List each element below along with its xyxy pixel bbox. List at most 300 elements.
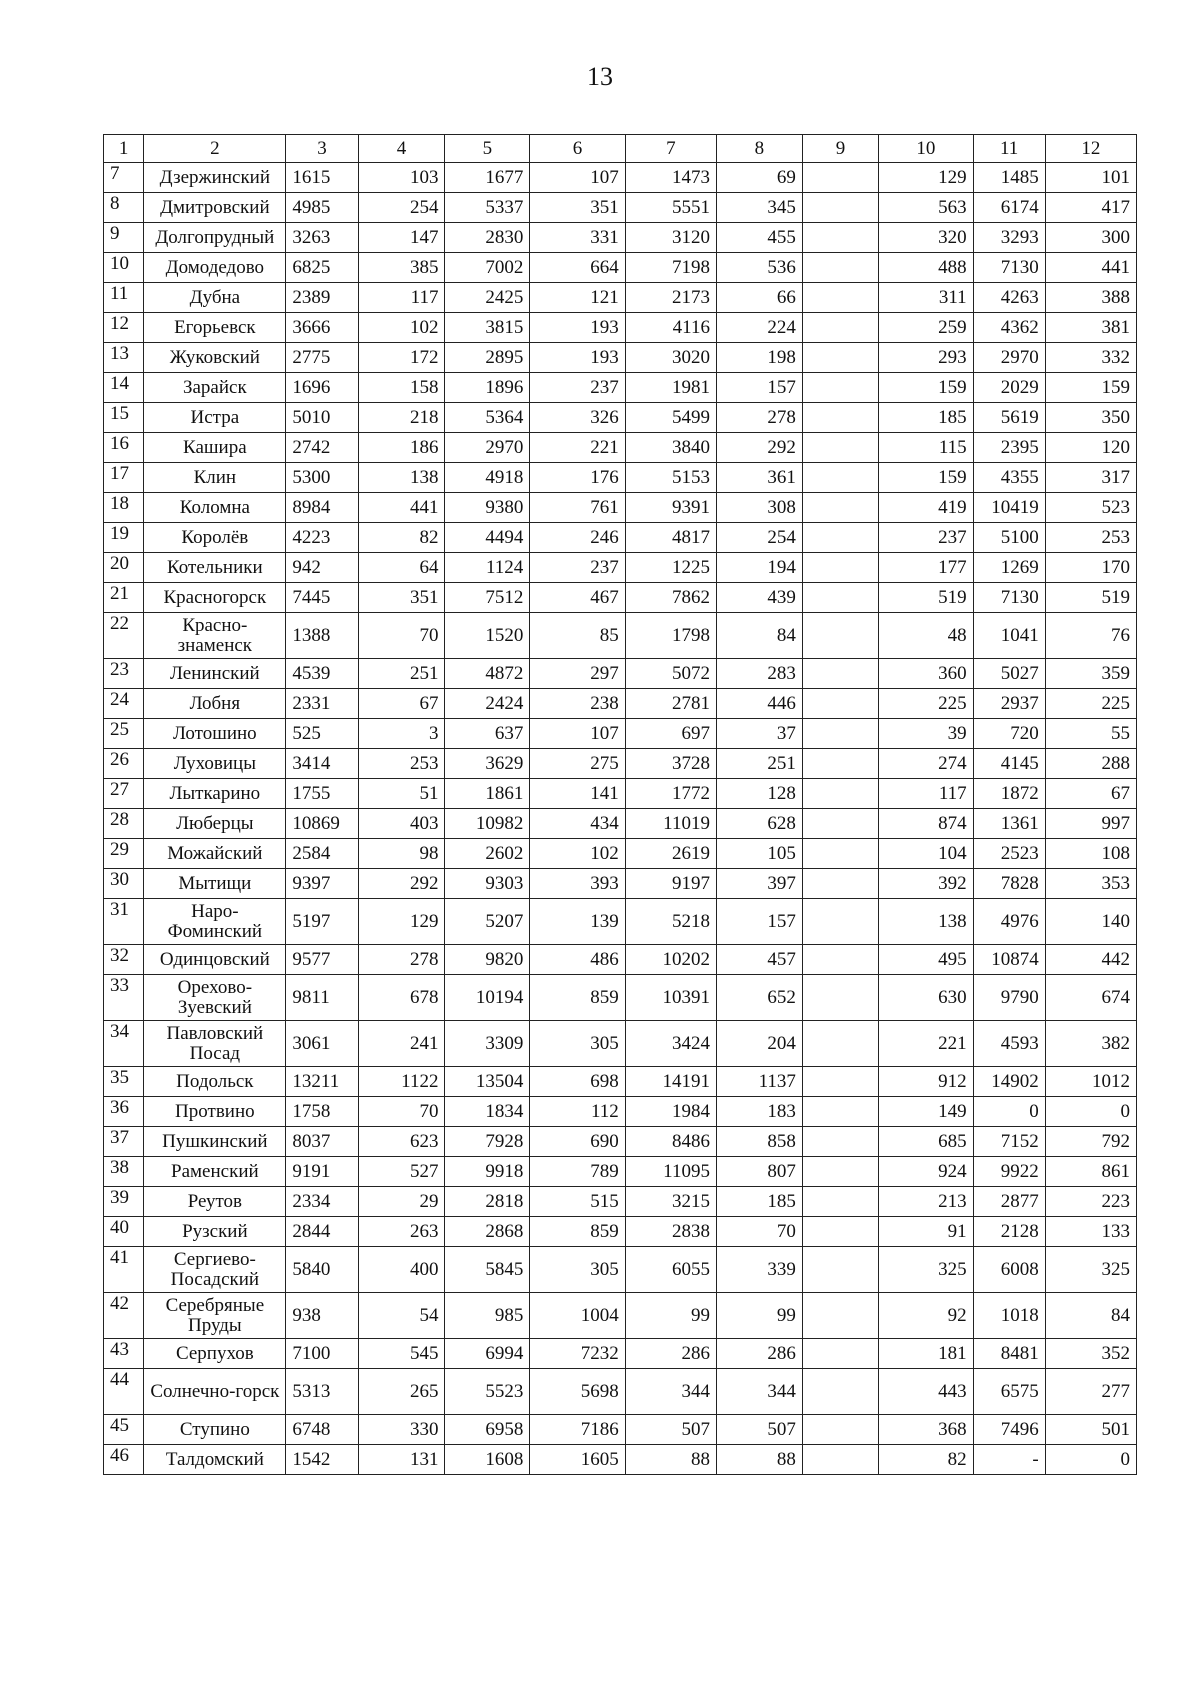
table-cell: 7862 [625, 583, 716, 613]
table-cell: 392 [879, 869, 973, 899]
table-cell: 7152 [973, 1127, 1045, 1157]
table-row [104, 1217, 1137, 1247]
table-cell: 446 [716, 689, 802, 719]
table-row [104, 975, 1137, 1021]
table-cell: 2775 [286, 343, 358, 373]
table-cell: 159 [1045, 373, 1136, 403]
table-row [104, 1445, 1137, 1475]
row-number: 38 [104, 1157, 144, 1187]
table-row [104, 493, 1137, 523]
district-name: Кашира [144, 433, 286, 463]
table-cell: 251 [716, 749, 802, 779]
table-cell: 488 [879, 253, 973, 283]
district-name: Мытищи [144, 869, 286, 899]
table-cell: 300 [1045, 223, 1136, 253]
header-cell: 6 [530, 135, 625, 163]
table-cell: 176 [530, 463, 625, 493]
table-cell: 8984 [286, 493, 358, 523]
table-cell [802, 193, 878, 223]
table-cell: 985 [445, 1293, 530, 1339]
table-cell [802, 1293, 878, 1339]
table-cell: 7186 [530, 1415, 625, 1445]
table-cell: 5523 [445, 1369, 530, 1415]
table-cell: 1520 [445, 613, 530, 659]
table-cell: 67 [358, 689, 445, 719]
table-cell: 305 [530, 1021, 625, 1067]
table-cell [802, 373, 878, 403]
table-cell: 286 [716, 1339, 802, 1369]
table-cell: 2029 [973, 373, 1045, 403]
row-number: 19 [104, 523, 144, 553]
table-cell: 69 [716, 163, 802, 193]
table-cell: 241 [358, 1021, 445, 1067]
table-cell: 419 [879, 493, 973, 523]
table-cell: 54 [358, 1293, 445, 1339]
table-cell: 278 [358, 945, 445, 975]
row-number: 46 [104, 1445, 144, 1475]
table-cell: 9303 [445, 869, 530, 899]
table-cell: 6055 [625, 1247, 716, 1293]
table-cell: 3020 [625, 343, 716, 373]
table-cell: 9790 [973, 975, 1045, 1021]
table-cell: 11095 [625, 1157, 716, 1187]
table-cell: 66 [716, 283, 802, 313]
district-name: Ступино [144, 1415, 286, 1445]
table-cell [802, 1187, 878, 1217]
table-cell: 652 [716, 975, 802, 1021]
table-row [104, 553, 1137, 583]
table-cell: 5197 [286, 899, 358, 945]
district-name: Наро-Фоминский [144, 899, 286, 945]
table-cell: 5698 [530, 1369, 625, 1415]
table-row [104, 1067, 1137, 1097]
row-number: 40 [104, 1217, 144, 1247]
header-cell: 11 [973, 135, 1045, 163]
table-cell: 115 [879, 433, 973, 463]
table-cell [802, 493, 878, 523]
table-row [104, 583, 1137, 613]
table-cell: 133 [1045, 1217, 1136, 1247]
table-cell: 3309 [445, 1021, 530, 1067]
table-cell: 64 [358, 553, 445, 583]
district-name: Протвино [144, 1097, 286, 1127]
district-name: Лотошино [144, 719, 286, 749]
table-cell: 351 [530, 193, 625, 223]
table-cell: 293 [879, 343, 973, 373]
table-cell: 158 [358, 373, 445, 403]
table-cell: 3215 [625, 1187, 716, 1217]
table-cell: 664 [530, 253, 625, 283]
table-cell: 101 [1045, 163, 1136, 193]
district-name: Долгопрудный [144, 223, 286, 253]
table-cell: 84 [1045, 1293, 1136, 1339]
table-cell: 139 [530, 899, 625, 945]
table-cell: 1473 [625, 163, 716, 193]
table-cell: 4362 [973, 313, 1045, 343]
table-cell: 1605 [530, 1445, 625, 1475]
table-cell [802, 869, 878, 899]
table-cell: 297 [530, 659, 625, 689]
table-cell: 9918 [445, 1157, 530, 1187]
row-number: 22 [104, 613, 144, 659]
table-cell: 443 [879, 1369, 973, 1415]
row-number: 28 [104, 809, 144, 839]
table-cell: 105 [716, 839, 802, 869]
table-cell: 103 [358, 163, 445, 193]
table-cell: 1225 [625, 553, 716, 583]
table-cell: 0 [973, 1097, 1045, 1127]
table-cell: 9811 [286, 975, 358, 1021]
table-cell: 76 [1045, 613, 1136, 659]
table-cell: 7512 [445, 583, 530, 613]
table-cell [802, 1021, 878, 1067]
table-cell: 2389 [286, 283, 358, 313]
table-cell: 2844 [286, 1217, 358, 1247]
table-cell: 5300 [286, 463, 358, 493]
table-cell: 88 [625, 1445, 716, 1475]
table-cell: 107 [530, 719, 625, 749]
table-cell: 29 [358, 1187, 445, 1217]
table-cell: 98 [358, 839, 445, 869]
row-number: 17 [104, 463, 144, 493]
table-cell [802, 749, 878, 779]
table-cell: 3061 [286, 1021, 358, 1067]
table-cell [802, 283, 878, 313]
table-cell: 99 [625, 1293, 716, 1339]
table-cell: 246 [530, 523, 625, 553]
table-cell: 117 [358, 283, 445, 313]
table-cell [802, 523, 878, 553]
table-cell [802, 839, 878, 869]
table-cell: 789 [530, 1157, 625, 1187]
table-cell: 720 [973, 719, 1045, 749]
table-cell: 305 [530, 1247, 625, 1293]
table-row [104, 869, 1137, 899]
table-row [104, 899, 1137, 945]
table-cell: 912 [879, 1067, 973, 1097]
district-name: Серебряные Пруды [144, 1293, 286, 1339]
table-cell: 117 [879, 779, 973, 809]
table-cell: 48 [879, 613, 973, 659]
header-cell: 3 [286, 135, 358, 163]
table-cell: 67 [1045, 779, 1136, 809]
table-cell: 5027 [973, 659, 1045, 689]
table-cell: 91 [879, 1217, 973, 1247]
table-cell: 82 [358, 523, 445, 553]
row-number: 31 [104, 899, 144, 945]
table-cell: 5551 [625, 193, 716, 223]
table-cell: 2838 [625, 1217, 716, 1247]
table-cell: 1696 [286, 373, 358, 403]
table-cell: 10419 [973, 493, 1045, 523]
table-cell: 381 [1045, 313, 1136, 343]
district-name: Орехово-Зуевский [144, 975, 286, 1021]
table-cell: 8481 [973, 1339, 1045, 1369]
table-cell: 630 [879, 975, 973, 1021]
table-cell: 4593 [973, 1021, 1045, 1067]
table-cell: 9922 [973, 1157, 1045, 1187]
table-cell: 10869 [286, 809, 358, 839]
district-name: Подольск [144, 1067, 286, 1097]
district-name: Зарайск [144, 373, 286, 403]
table-cell: 8037 [286, 1127, 358, 1157]
table-row [104, 839, 1137, 869]
table-cell: 3 [358, 719, 445, 749]
table-cell [802, 433, 878, 463]
table-cell: 108 [1045, 839, 1136, 869]
table-cell: 495 [879, 945, 973, 975]
table-cell: 441 [358, 493, 445, 523]
table-cell: 1861 [445, 779, 530, 809]
row-number: 42 [104, 1293, 144, 1339]
table-cell [802, 719, 878, 749]
table-cell: 288 [1045, 749, 1136, 779]
table-cell: 1388 [286, 613, 358, 659]
table-row [104, 749, 1137, 779]
table-cell: 317 [1045, 463, 1136, 493]
table-row [104, 659, 1137, 689]
table-cell: 9577 [286, 945, 358, 975]
table-row [104, 809, 1137, 839]
table-cell: 157 [716, 373, 802, 403]
table-cell: 2602 [445, 839, 530, 869]
table-cell: 1798 [625, 613, 716, 659]
table-cell: 39 [879, 719, 973, 749]
table-cell: 331 [530, 223, 625, 253]
table-cell: 442 [1045, 945, 1136, 975]
table-cell: 388 [1045, 283, 1136, 313]
table-cell: 9191 [286, 1157, 358, 1187]
table-cell: 515 [530, 1187, 625, 1217]
table-cell: 385 [358, 253, 445, 283]
table-cell: 859 [530, 975, 625, 1021]
district-name: Домодедово [144, 253, 286, 283]
table-cell: 185 [879, 403, 973, 433]
table-cell: 393 [530, 869, 625, 899]
table-cell: 637 [445, 719, 530, 749]
district-name: Одинцовский [144, 945, 286, 975]
table-cell: 1981 [625, 373, 716, 403]
table-cell: 628 [716, 809, 802, 839]
row-number: 15 [104, 403, 144, 433]
table-cell: 9391 [625, 493, 716, 523]
row-number: 24 [104, 689, 144, 719]
table-cell [802, 1445, 878, 1475]
table-cell: 2173 [625, 283, 716, 313]
table-cell [802, 253, 878, 283]
header-cell: 2 [144, 135, 286, 163]
table-cell [802, 613, 878, 659]
table-cell: 2331 [286, 689, 358, 719]
row-number: 21 [104, 583, 144, 613]
table-cell: 4116 [625, 313, 716, 343]
table-cell: 352 [1045, 1339, 1136, 1369]
table-cell [802, 945, 878, 975]
table-cell: 455 [716, 223, 802, 253]
table-cell: 99 [716, 1293, 802, 1339]
table-cell: 7496 [973, 1415, 1045, 1445]
table-cell: 112 [530, 1097, 625, 1127]
table-cell [802, 553, 878, 583]
table-cell: 37 [716, 719, 802, 749]
row-number: 20 [104, 553, 144, 583]
table-cell: 1772 [625, 779, 716, 809]
district-name: Сергиево-Посадский [144, 1247, 286, 1293]
table-cell: 7232 [530, 1339, 625, 1369]
table-cell [802, 1067, 878, 1097]
table-cell: 1018 [973, 1293, 1045, 1339]
table-cell: 1122 [358, 1067, 445, 1097]
table-cell: 2868 [445, 1217, 530, 1247]
table-cell: 527 [358, 1157, 445, 1187]
table-cell: 120 [1045, 433, 1136, 463]
table-cell: 4145 [973, 749, 1045, 779]
row-number: 33 [104, 975, 144, 1021]
table-row [104, 945, 1137, 975]
table-cell: 5845 [445, 1247, 530, 1293]
table-cell: 5337 [445, 193, 530, 223]
table-cell: 251 [358, 659, 445, 689]
table-cell: 82 [879, 1445, 973, 1475]
table-row [104, 343, 1137, 373]
table-cell: 486 [530, 945, 625, 975]
table-cell: 193 [530, 313, 625, 343]
table-cell: 938 [286, 1293, 358, 1339]
table-cell: 7100 [286, 1339, 358, 1369]
table-cell: 238 [530, 689, 625, 719]
table-cell: 102 [358, 313, 445, 343]
table-cell: 198 [716, 343, 802, 373]
row-number: 29 [104, 839, 144, 869]
row-number: 12 [104, 313, 144, 343]
table-cell: 1012 [1045, 1067, 1136, 1097]
table-cell: 942 [286, 553, 358, 583]
table-cell: 181 [879, 1339, 973, 1369]
district-name: Истра [144, 403, 286, 433]
row-number: 36 [104, 1097, 144, 1127]
row-number: 39 [104, 1187, 144, 1217]
table-cell [802, 975, 878, 1021]
table-cell: 623 [358, 1127, 445, 1157]
table-cell: 1755 [286, 779, 358, 809]
table-cell: 253 [1045, 523, 1136, 553]
table-cell: 5207 [445, 899, 530, 945]
table-row [104, 1097, 1137, 1127]
table-cell [802, 163, 878, 193]
table-cell: 1269 [973, 553, 1045, 583]
table-cell: 278 [716, 403, 802, 433]
table-cell: 545 [358, 1339, 445, 1369]
row-number: 26 [104, 749, 144, 779]
table-cell: 237 [530, 373, 625, 403]
district-name: Лыткарино [144, 779, 286, 809]
table-cell: 536 [716, 253, 802, 283]
table-cell: 4263 [973, 283, 1045, 313]
table-cell: 501 [1045, 1415, 1136, 1445]
table-cell [802, 1127, 878, 1157]
table-cell: 274 [879, 749, 973, 779]
table-cell: 51 [358, 779, 445, 809]
table-cell: 204 [716, 1021, 802, 1067]
table-cell [802, 809, 878, 839]
row-number: 7 [104, 163, 144, 193]
table-cell: 159 [879, 463, 973, 493]
table-cell: 1615 [286, 163, 358, 193]
district-name: Дубна [144, 283, 286, 313]
table-cell: 3120 [625, 223, 716, 253]
header-cell: 4 [358, 135, 445, 163]
table-cell [802, 583, 878, 613]
table-cell: 6958 [445, 1415, 530, 1445]
table-cell: 13504 [445, 1067, 530, 1097]
table-cell: 177 [879, 553, 973, 583]
table-cell: 1361 [973, 809, 1045, 839]
table-cell: 5153 [625, 463, 716, 493]
table-cell: 360 [879, 659, 973, 689]
table-cell: 218 [358, 403, 445, 433]
table-cell: 4976 [973, 899, 1045, 945]
table-row [104, 1021, 1137, 1067]
district-name: Коломна [144, 493, 286, 523]
table-cell [802, 1369, 878, 1415]
table-cell: 2877 [973, 1187, 1045, 1217]
table-cell: 3840 [625, 433, 716, 463]
row-number: 23 [104, 659, 144, 689]
table-row [104, 613, 1137, 659]
table-cell: 361 [716, 463, 802, 493]
district-name: Дзержинский [144, 163, 286, 193]
table-cell: 330 [358, 1415, 445, 1445]
table-cell: 807 [716, 1157, 802, 1187]
district-name: Дмитровский [144, 193, 286, 223]
table-cell: 292 [716, 433, 802, 463]
table-cell: 9820 [445, 945, 530, 975]
table-row [104, 779, 1137, 809]
table-cell: 351 [358, 583, 445, 613]
row-number: 9 [104, 223, 144, 253]
table-cell: 685 [879, 1127, 973, 1157]
table-cell: - [973, 1445, 1045, 1475]
table-cell: 221 [879, 1021, 973, 1067]
district-name: Люберцы [144, 809, 286, 839]
row-number: 44 [104, 1369, 144, 1415]
table-cell [802, 343, 878, 373]
table-cell: 213 [879, 1187, 973, 1217]
table-cell: 5619 [973, 403, 1045, 433]
table-cell: 525 [286, 719, 358, 749]
row-number: 45 [104, 1415, 144, 1445]
table-cell: 7130 [973, 253, 1045, 283]
table-cell: 924 [879, 1157, 973, 1187]
table-cell [802, 1339, 878, 1369]
table-cell: 259 [879, 313, 973, 343]
table-cell: 417 [1045, 193, 1136, 223]
table-cell: 859 [530, 1217, 625, 1247]
district-name: Раменский [144, 1157, 286, 1187]
table-cell [802, 779, 878, 809]
table-cell: 382 [1045, 1021, 1136, 1067]
table-row [104, 313, 1137, 343]
table-cell: 861 [1045, 1157, 1136, 1187]
table-row [104, 1157, 1137, 1187]
statistics-table [103, 134, 1137, 1475]
district-name: Можайский [144, 839, 286, 869]
table-cell [802, 403, 878, 433]
header-cell: 7 [625, 135, 716, 163]
table-row [104, 1293, 1137, 1339]
row-number: 25 [104, 719, 144, 749]
table-cell: 403 [358, 809, 445, 839]
